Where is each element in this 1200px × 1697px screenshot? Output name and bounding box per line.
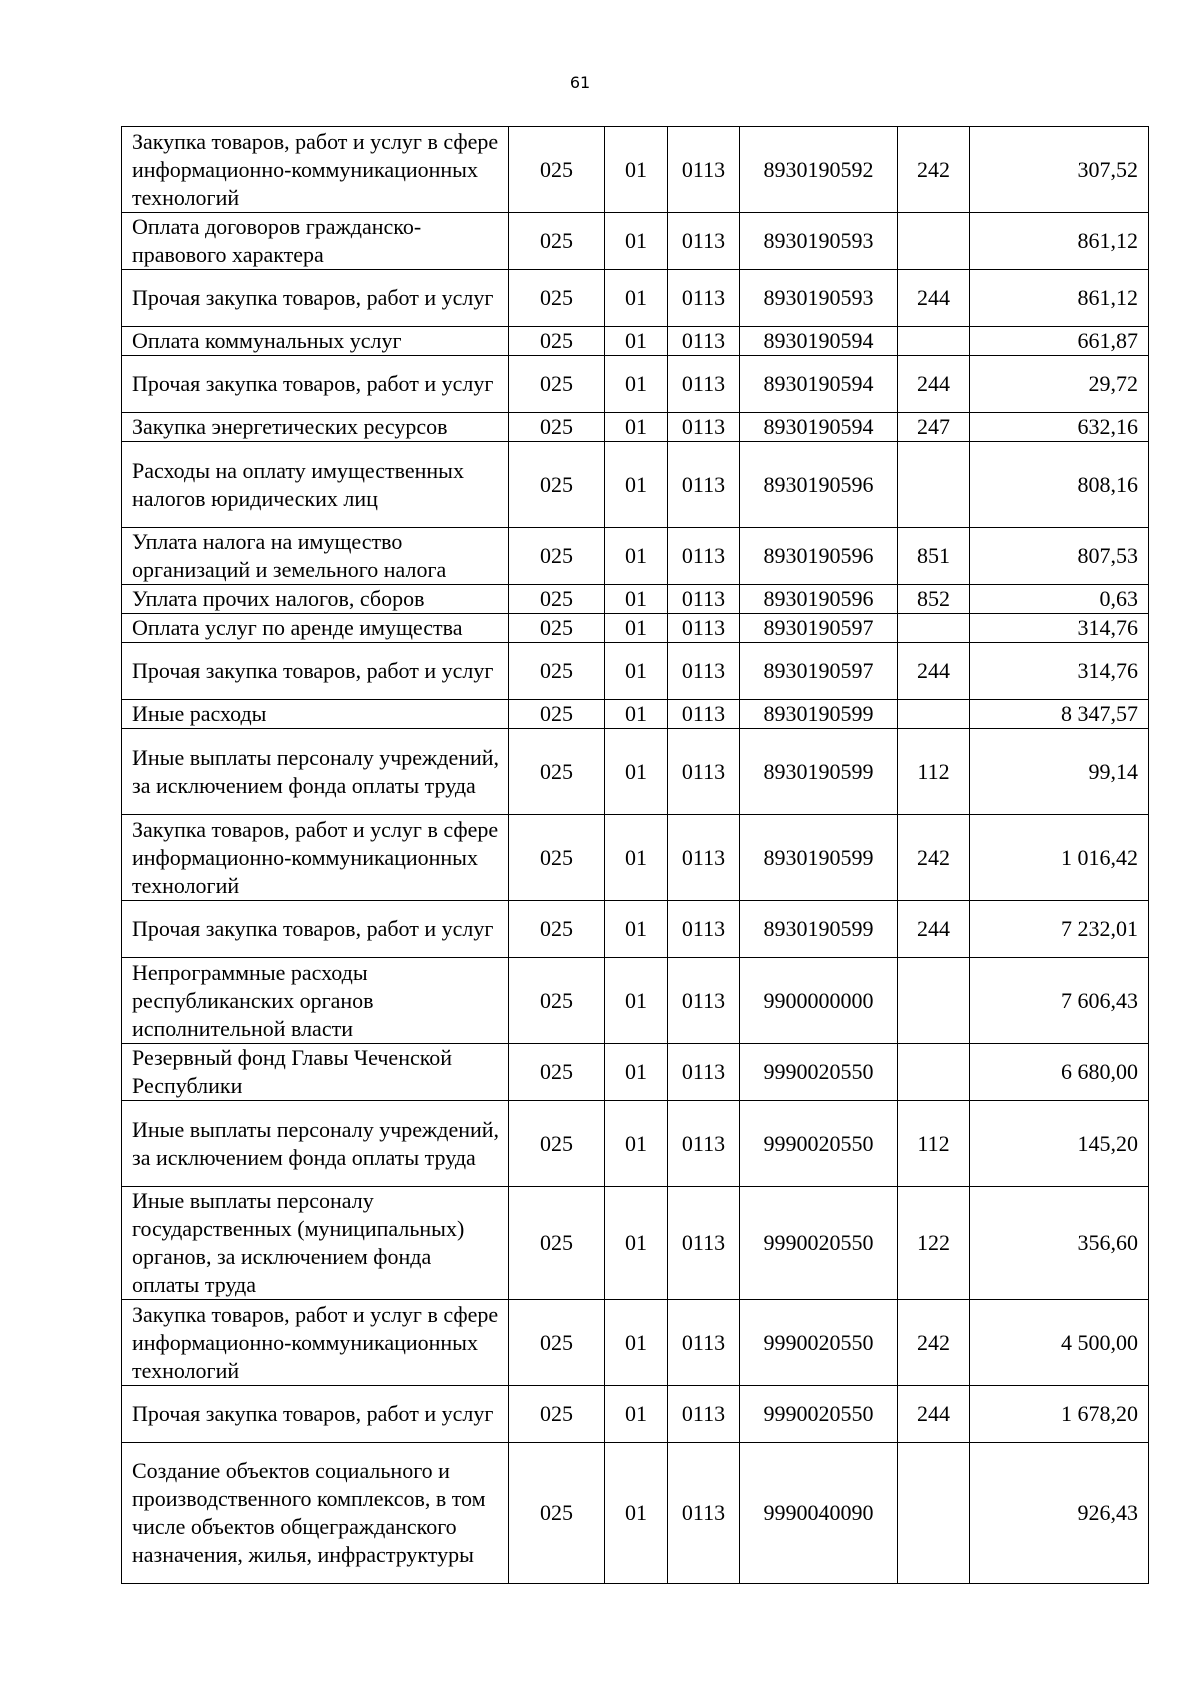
table-row (122, 958, 1149, 1044)
ministry-code-cell: 025 (509, 1443, 605, 1584)
ministry-code-cell: 025 (509, 356, 605, 413)
target-article-cell: 8930190597 (740, 643, 898, 700)
table-row (122, 901, 1149, 958)
section-code-cell: 01 (605, 270, 668, 327)
ministry-code-cell: 025 (509, 958, 605, 1044)
expense-type-cell: 852 (898, 585, 970, 614)
section-code-cell: 01 (605, 901, 668, 958)
ministry-code-cell: 025 (509, 127, 605, 213)
subsection-code-cell: 0113 (668, 729, 740, 815)
expense-name-cell: Прочая закупка товаров, работ и услуг (122, 356, 509, 413)
table-row (122, 1101, 1149, 1187)
subsection-code-cell: 0113 (668, 270, 740, 327)
subsection-code-cell: 0113 (668, 958, 740, 1044)
expense-name-cell: Уплата налога на имущество организаций и земельного налога (122, 528, 509, 585)
expense-name-cell: Оплата услуг по аренде имущества (122, 614, 509, 643)
target-article-cell: 9900000000 (740, 958, 898, 1044)
expense-name-cell: Непрограммные расходы республиканских органов исполнительной власти (122, 958, 509, 1044)
amount-cell: 808,16 (970, 442, 1149, 528)
expense-type-cell (898, 700, 970, 729)
budget-table (121, 126, 1149, 1584)
expense-name-cell: Иные расходы (122, 700, 509, 729)
target-article-cell: 9990020550 (740, 1300, 898, 1386)
table-row (122, 528, 1149, 585)
amount-cell: 926,43 (970, 1443, 1149, 1584)
amount-cell: 661,87 (970, 327, 1149, 356)
amount-cell: 307,52 (970, 127, 1149, 213)
target-article-cell: 8930190597 (740, 614, 898, 643)
target-article-cell: 8930190592 (740, 127, 898, 213)
amount-cell: 7 606,43 (970, 958, 1149, 1044)
target-article-cell: 8930190594 (740, 413, 898, 442)
expense-type-cell (898, 958, 970, 1044)
expense-name-cell: Иные выплаты персоналу учреждений, за исключением фонда оплаты труда (122, 1101, 509, 1187)
target-article-cell: 8930190599 (740, 700, 898, 729)
ministry-code-cell: 025 (509, 901, 605, 958)
section-code-cell: 01 (605, 585, 668, 614)
target-article-cell: 8930190593 (740, 213, 898, 270)
target-article-cell: 9990020550 (740, 1187, 898, 1300)
ministry-code-cell: 025 (509, 1044, 605, 1101)
section-code-cell: 01 (605, 1386, 668, 1443)
ministry-code-cell: 025 (509, 413, 605, 442)
subsection-code-cell: 0113 (668, 413, 740, 442)
amount-cell: 145,20 (970, 1101, 1149, 1187)
target-article-cell: 8930190596 (740, 442, 898, 528)
section-code-cell: 01 (605, 1300, 668, 1386)
amount-cell: 8 347,57 (970, 700, 1149, 729)
target-article-cell: 8930190599 (740, 729, 898, 815)
ministry-code-cell: 025 (509, 270, 605, 327)
expense-type-cell: 244 (898, 901, 970, 958)
table-row (122, 815, 1149, 901)
expense-type-cell: 242 (898, 127, 970, 213)
expense-type-cell (898, 614, 970, 643)
expense-name-cell: Закупка товаров, работ и услуг в сфере информационно-коммуникационных технологий (122, 127, 509, 213)
table-row (122, 327, 1149, 356)
expense-name-cell: Уплата прочих налогов, сборов (122, 585, 509, 614)
section-code-cell: 01 (605, 213, 668, 270)
expense-name-cell: Оплата договоров гражданско-правового характера (122, 213, 509, 270)
subsection-code-cell: 0113 (668, 614, 740, 643)
amount-cell: 861,12 (970, 270, 1149, 327)
expense-type-cell: 244 (898, 356, 970, 413)
amount-cell: 356,60 (970, 1187, 1149, 1300)
expense-type-cell: 851 (898, 528, 970, 585)
expense-type-cell: 112 (898, 729, 970, 815)
ministry-code-cell: 025 (509, 1386, 605, 1443)
table-row (122, 127, 1149, 213)
table-row (122, 1044, 1149, 1101)
table-row (122, 585, 1149, 614)
ministry-code-cell: 025 (509, 213, 605, 270)
subsection-code-cell: 0113 (668, 901, 740, 958)
section-code-cell: 01 (605, 1044, 668, 1101)
expense-type-cell (898, 442, 970, 528)
section-code-cell: 01 (605, 1187, 668, 1300)
subsection-code-cell: 0113 (668, 1300, 740, 1386)
target-article-cell: 8930190596 (740, 585, 898, 614)
section-code-cell: 01 (605, 729, 668, 815)
ministry-code-cell: 025 (509, 1101, 605, 1187)
subsection-code-cell: 0113 (668, 1044, 740, 1101)
expense-type-cell: 244 (898, 643, 970, 700)
expense-type-cell: 122 (898, 1187, 970, 1300)
expense-name-cell: Закупка товаров, работ и услуг в сфере информационно-коммуникационных технологий (122, 815, 509, 901)
subsection-code-cell: 0113 (668, 442, 740, 528)
target-article-cell: 9990020550 (740, 1101, 898, 1187)
subsection-code-cell: 0113 (668, 127, 740, 213)
section-code-cell: 01 (605, 327, 668, 356)
table-row (122, 356, 1149, 413)
ministry-code-cell: 025 (509, 442, 605, 528)
amount-cell: 6 680,00 (970, 1044, 1149, 1101)
expense-name-cell: Прочая закупка товаров, работ и услуг (122, 643, 509, 700)
table-row (122, 643, 1149, 700)
amount-cell: 99,14 (970, 729, 1149, 815)
expense-type-cell (898, 1443, 970, 1584)
table-row (122, 413, 1149, 442)
subsection-code-cell: 0113 (668, 643, 740, 700)
target-article-cell: 8930190599 (740, 901, 898, 958)
table-row (122, 1300, 1149, 1386)
ministry-code-cell: 025 (509, 585, 605, 614)
amount-cell: 632,16 (970, 413, 1149, 442)
expense-type-cell: 242 (898, 815, 970, 901)
target-article-cell: 9990040090 (740, 1443, 898, 1584)
section-code-cell: 01 (605, 1443, 668, 1584)
table-row (122, 729, 1149, 815)
section-code-cell: 01 (605, 643, 668, 700)
table-row (122, 442, 1149, 528)
ministry-code-cell: 025 (509, 528, 605, 585)
table-row (122, 270, 1149, 327)
subsection-code-cell: 0113 (668, 585, 740, 614)
ministry-code-cell: 025 (509, 1300, 605, 1386)
amount-cell: 29,72 (970, 356, 1149, 413)
section-code-cell: 01 (605, 356, 668, 413)
target-article-cell: 8930190594 (740, 327, 898, 356)
subsection-code-cell: 0113 (668, 327, 740, 356)
expense-name-cell: Иные выплаты персоналу учреждений, за исключением фонда оплаты труда (122, 729, 509, 815)
expense-name-cell: Иные выплаты персоналу государственных (муниципальных) органов, за исключением фонда оплаты труда (122, 1187, 509, 1300)
expense-name-cell: Расходы на оплату имущественных налогов юридических лиц (122, 442, 509, 528)
table-row (122, 213, 1149, 270)
section-code-cell: 01 (605, 528, 668, 585)
section-code-cell: 01 (605, 614, 668, 643)
subsection-code-cell: 0113 (668, 815, 740, 901)
target-article-cell: 8930190596 (740, 528, 898, 585)
subsection-code-cell: 0113 (668, 1101, 740, 1187)
table-row (122, 1187, 1149, 1300)
table-row (122, 1443, 1149, 1584)
section-code-cell: 01 (605, 442, 668, 528)
section-code-cell: 01 (605, 815, 668, 901)
amount-cell: 807,53 (970, 528, 1149, 585)
table-row (122, 614, 1149, 643)
section-code-cell: 01 (605, 958, 668, 1044)
expense-name-cell: Закупка товаров, работ и услуг в сфере информационно-коммуникационных технологий (122, 1300, 509, 1386)
amount-cell: 314,76 (970, 643, 1149, 700)
amount-cell: 1 016,42 (970, 815, 1149, 901)
subsection-code-cell: 0113 (668, 1386, 740, 1443)
expense-type-cell: 244 (898, 1386, 970, 1443)
expense-name-cell: Прочая закупка товаров, работ и услуг (122, 270, 509, 327)
expense-type-cell (898, 327, 970, 356)
section-code-cell: 01 (605, 1101, 668, 1187)
subsection-code-cell: 0113 (668, 1187, 740, 1300)
expense-type-cell: 244 (898, 270, 970, 327)
ministry-code-cell: 025 (509, 327, 605, 356)
expense-name-cell: Создание объектов социального и производственного комплексов, в том числе объектов общегражданского назначения, жилья, инфраструктуры (122, 1443, 509, 1584)
section-code-cell: 01 (605, 127, 668, 213)
target-article-cell: 8930190599 (740, 815, 898, 901)
target-article-cell: 9990020550 (740, 1386, 898, 1443)
expense-name-cell: Оплата коммунальных услуг (122, 327, 509, 356)
amount-cell: 314,76 (970, 614, 1149, 643)
subsection-code-cell: 0113 (668, 213, 740, 270)
expense-type-cell (898, 1044, 970, 1101)
expense-name-cell: Закупка энергетических ресурсов (122, 413, 509, 442)
subsection-code-cell: 0113 (668, 528, 740, 585)
amount-cell: 4 500,00 (970, 1300, 1149, 1386)
table-row (122, 1386, 1149, 1443)
table-body (122, 127, 1149, 1584)
page-number: 61 (569, 73, 591, 92)
ministry-code-cell: 025 (509, 643, 605, 700)
expense-type-cell: 242 (898, 1300, 970, 1386)
amount-cell: 7 232,01 (970, 901, 1149, 958)
subsection-code-cell: 0113 (668, 356, 740, 413)
ministry-code-cell: 025 (509, 1187, 605, 1300)
ministry-code-cell: 025 (509, 729, 605, 815)
target-article-cell: 9990020550 (740, 1044, 898, 1101)
expense-name-cell: Прочая закупка товаров, работ и услуг (122, 1386, 509, 1443)
ministry-code-cell: 025 (509, 815, 605, 901)
amount-cell: 1 678,20 (970, 1386, 1149, 1443)
expense-type-cell (898, 213, 970, 270)
expense-type-cell: 112 (898, 1101, 970, 1187)
amount-cell: 861,12 (970, 213, 1149, 270)
target-article-cell: 8930190593 (740, 270, 898, 327)
subsection-code-cell: 0113 (668, 700, 740, 729)
amount-cell: 0,63 (970, 585, 1149, 614)
section-code-cell: 01 (605, 413, 668, 442)
expense-type-cell: 247 (898, 413, 970, 442)
ministry-code-cell: 025 (509, 614, 605, 643)
expense-name-cell: Прочая закупка товаров, работ и услуг (122, 901, 509, 958)
subsection-code-cell: 0113 (668, 1443, 740, 1584)
ministry-code-cell: 025 (509, 700, 605, 729)
table-row (122, 700, 1149, 729)
section-code-cell: 01 (605, 700, 668, 729)
expense-name-cell: Резервный фонд Главы Чеченской Республики (122, 1044, 509, 1101)
target-article-cell: 8930190594 (740, 356, 898, 413)
